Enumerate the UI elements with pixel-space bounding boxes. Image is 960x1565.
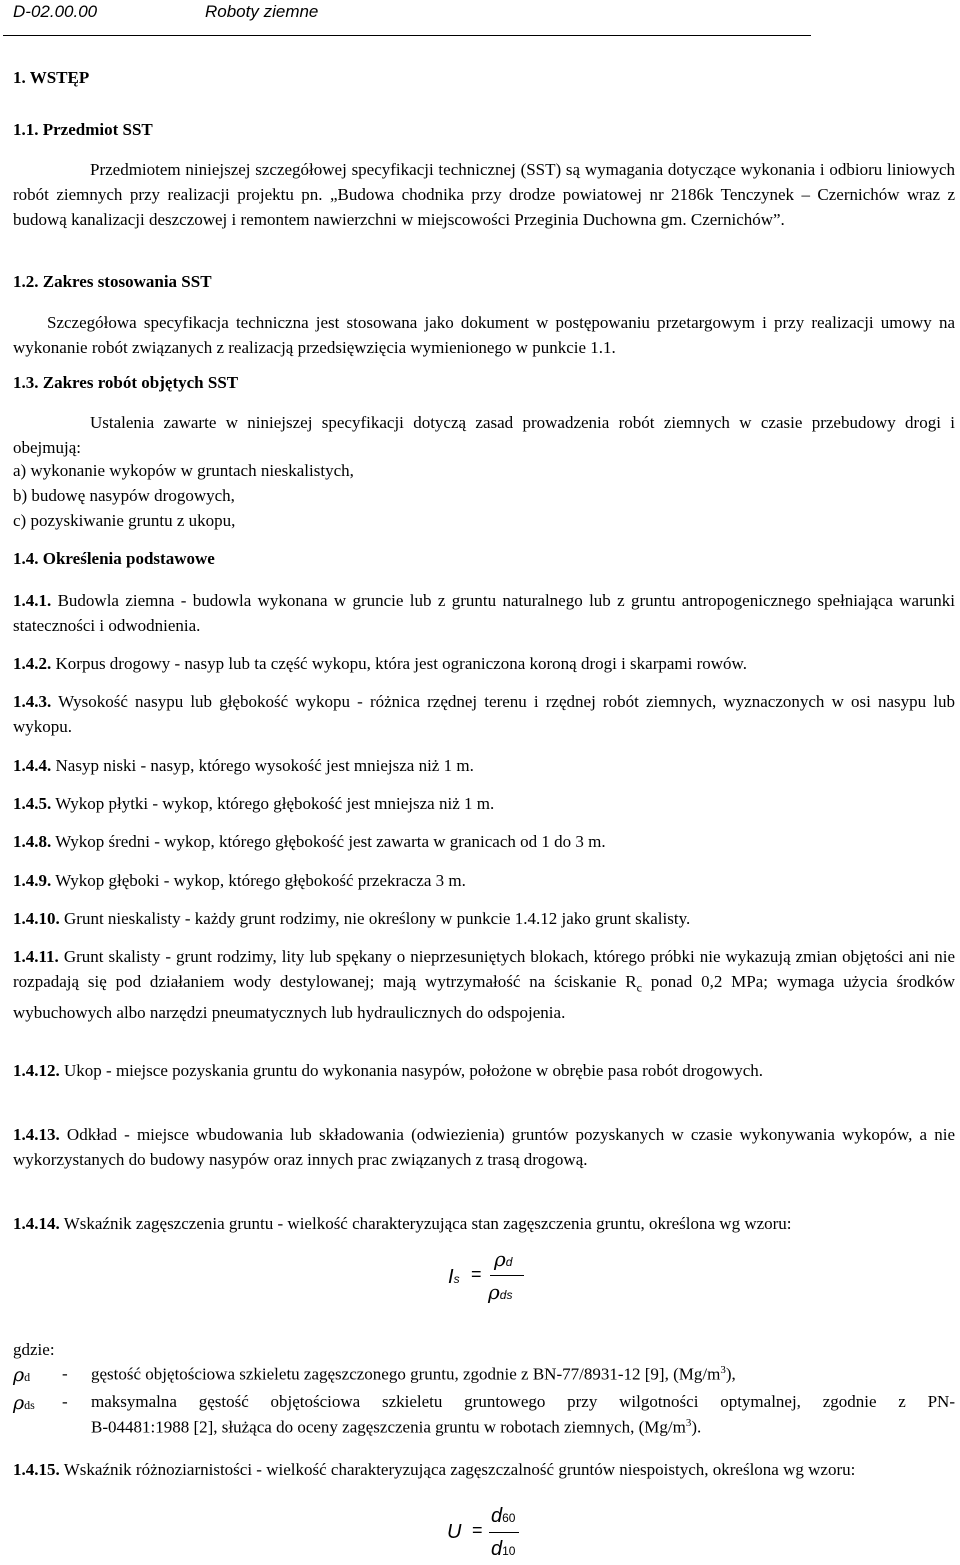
list-item: c) pozyskiwanie gruntu z ukopu, (13, 511, 236, 530)
formula-equals: = (471, 1264, 482, 1284)
section-title-1-4: 1.4. Określenia podstawowe (13, 549, 215, 568)
section-title-1: 1. WSTĘP (13, 68, 90, 87)
definition-number: 1.4.5. (13, 794, 52, 813)
where-description: maksymalna gęstość objętościowa szkieletu gruntowego przy wilgotności optymalnej, zgodnie z PN- (91, 1392, 955, 1411)
formula-symbol: d (491, 1538, 503, 1560)
definition-number: 1.4.11. (13, 947, 59, 966)
definition-1-4-13 (13, 1122, 955, 1172)
formula-symbol: d (491, 1505, 503, 1527)
definition-text: Wskaźnik różnoziarnistości - wielkość charakteryzująca zagęszczalność gruntów niespoistych, określona wg wzoru: (63, 1460, 856, 1479)
formula-equals: = (472, 1520, 483, 1540)
definition-number: 1.4.13. (13, 1125, 60, 1144)
definition-subscript: c (636, 980, 642, 995)
rho-symbol: ρ (494, 1247, 506, 1271)
formula-numerator-subscript: 60 (502, 1511, 516, 1525)
formula-numerator (494, 1247, 512, 1272)
definition-text: Wykop średni - wykop, którego głębokość jest zawarta w granicach od 1 do 3 m. (55, 832, 606, 851)
where-symbol-subscript: ds (24, 1398, 35, 1412)
rho-symbol: ρ (13, 1364, 25, 1386)
definition-text: Grunt skalisty - grunt rodzimy, lity lub spękany o nieprzesuniętych blokach, którego próbki nie wykazują zmian objętości ani nie rozpadają się pod działaniem wody destylowanej; mają wytrzymałość na ściskanie R (13, 947, 956, 991)
paragraph-1-3: Ustalenia zawarte w niniejszej specyfikacji dotyczą zasad prowadzenia robót ziemnych w czasie przebudowy drogi i obejmują: (13, 413, 955, 457)
definition-1-4-5 (13, 791, 955, 816)
formula-numerator (491, 1505, 515, 1528)
section-title-1-2: 1.2. Zakres stosowania SST (13, 272, 212, 291)
definition-number: 1.4.9. (13, 871, 52, 890)
definition-1-4-9 (13, 868, 955, 893)
definition-text: Wykop płytki - wykop, którego głębokość jest mniejsza niż 1 m. (55, 794, 495, 813)
definition-1-4-15 (13, 1457, 955, 1482)
where-symbol-rho-d (13, 1364, 30, 1386)
list-item: a) wykonanie wykopów w gruntach nieskalistych, (13, 461, 354, 480)
formula-numerator-subscript: d (505, 1255, 513, 1269)
definition-1-4-11 (13, 944, 955, 1025)
where-label: gdzie: (13, 1340, 55, 1359)
rho-symbol: ρ (13, 1392, 25, 1414)
formula-denominator (488, 1280, 512, 1305)
definition-text: Ukop - miejsce pozyskania gruntu do wykonania nasypów, położone w obrębie pasa robót drogowych. (64, 1061, 764, 1080)
fraction-line (489, 1532, 519, 1533)
where-text: gęstość objętościowa szkieletu zagęszczonego gruntu, zgodnie z BN-77/8931-12 [9], (Mg/m (91, 1364, 721, 1384)
rho-symbol: ρ (488, 1280, 500, 1304)
where-text-end: ), (725, 1364, 736, 1384)
definition-number: 1.4.8. (13, 832, 52, 851)
header-rule (3, 35, 811, 36)
definition-text: Nasyp niski - nasyp, którego wysokość jest mniejsza niż 1 m. (55, 756, 474, 775)
where-superscript: 3 (685, 1417, 692, 1429)
paragraph-1-1: Przedmiotem niniejszej szczegółowej specyfikacji technicznej (SST) są wymagania dotyczące wykonania i odbioru liniowych robót ziemnych przy realizacji projektu pn. „Budowa chodnika przy drodze powiatowej nr 2186k Tenczynek – Czernichów wraz z budową kanalizacji deszczowej i remontem nawierzchni w miejscowości Przeginia Duchowna gm. Czernichów”. (13, 160, 955, 229)
where-dash: - (62, 1392, 68, 1411)
where-description-cont (91, 1417, 701, 1438)
paragraph-1-2: Szczegółowa specyfikacja techniczna jest stosowana jako dokument w postępowaniu przetargowym i przy realizacji umowy na wykonanie robót związanych z realizacją przedsięwzięcia wymienionego w punkcie 1.1. (13, 313, 955, 357)
definition-1-4-12 (13, 1058, 955, 1083)
definition-text: Grunt nieskalisty - każdy grunt rodzimy, nie określony w punkcie 1.4.12 jako grunt skalisty. (64, 909, 691, 928)
formula-denominator (491, 1538, 515, 1561)
formula-lhs (448, 1266, 460, 1289)
definition-text: Wysokość nasypu lub głębokość wykopu - różnica rzędnej terenu i rzędnej robót ziemnych, wyznaczonych w osi nasypu lub wykopu. (13, 692, 955, 736)
section-title-1-3: 1.3. Zakres robót objętych SST (13, 373, 239, 392)
definition-text-cont: ponad 0,2 MPa; wymaga użycia środków wybuchowych albo narzędzi pneumatycznych lub hydraulicznych do odspojenia. (13, 972, 955, 1023)
formula-lhs-symbol: I (448, 1266, 454, 1288)
definition-number: 1.4.12. (13, 1061, 60, 1080)
where-symbol-subscript: d (24, 1370, 31, 1384)
definition-text: Budowla ziemna - budowla wykonana w gruncie lub z gruntu naturalnego lub z gruntu antropogenicznego spełniająca warunki stateczności i odwodnienia. (13, 591, 955, 635)
where-symbol-rho-ds (13, 1392, 35, 1414)
definition-1-4-8 (13, 829, 955, 854)
definition-1-4-2 (13, 651, 955, 676)
definition-1-4-10 (13, 906, 955, 931)
where-text: B-04481:1988 [2], służąca do oceny zagęszczenia gruntu w robotach ziemnych, (Mg/m (91, 1417, 686, 1437)
definition-number: 1.4.10. (13, 909, 60, 928)
formula-lhs-subscript: s (453, 1272, 460, 1286)
header-doc-code: D-02.00.00 (13, 2, 98, 21)
definition-text: Korpus drogowy - nasyp lub ta część wykopu, która jest ograniczona koroną drogi i skarpami rowów. (55, 654, 747, 673)
definition-1-4-3 (13, 689, 955, 739)
definition-number: 1.4.4. (13, 756, 52, 775)
fraction-line (490, 1275, 524, 1276)
definition-1-4-1 (13, 588, 955, 638)
definition-number: 1.4.14. (13, 1214, 60, 1233)
definition-number: 1.4.1. (13, 591, 52, 610)
definition-1-4-14 (13, 1211, 955, 1236)
where-superscript: 3 (720, 1364, 726, 1376)
where-dash: - (62, 1364, 68, 1383)
definition-number: 1.4.15. (13, 1460, 60, 1479)
definition-text: Wykop głęboki - wykop, którego głębokość przekracza 3 m. (55, 871, 466, 890)
definition-text: Odkład - miejsce wbudowania lub składowania (odwiezienia) gruntów pozyskanych w czasie wykonywania wykopów, a nie wykorzystanych do budowy nasypów oraz innych prac związanych z trasą drogową. (13, 1125, 955, 1169)
where-text-end: ). (691, 1417, 702, 1437)
definition-number: 1.4.3. (13, 692, 52, 711)
section-title-1-1: 1.1. Przedmiot SST (13, 120, 153, 139)
formula-denominator-subscript: ds (499, 1288, 513, 1302)
formula-lhs: U (447, 1521, 462, 1543)
definition-text: Wskaźnik zagęszczenia gruntu - wielkość charakteryzująca stan zagęszczenia gruntu, określona wg wzoru: (63, 1214, 792, 1233)
list-item: b) budowę nasypów drogowych, (13, 486, 235, 505)
header-doc-title: Roboty ziemne (205, 2, 319, 21)
where-description (91, 1364, 736, 1385)
formula-denominator-subscript: 10 (502, 1544, 516, 1558)
definition-number: 1.4.2. (13, 654, 52, 673)
definition-1-4-4 (13, 753, 955, 778)
